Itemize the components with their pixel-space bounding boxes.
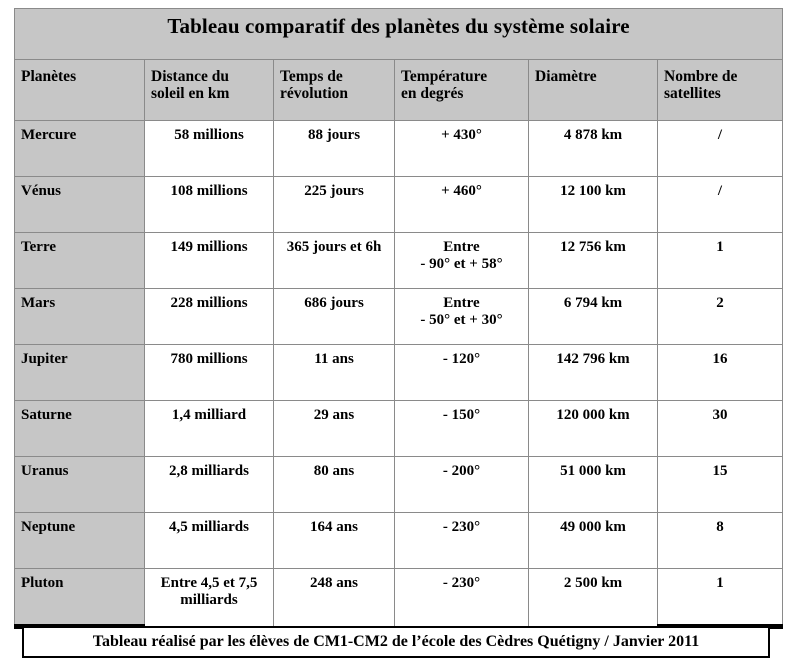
- diameter-cell: 4 878 km: [529, 121, 658, 177]
- column-header-row: [15, 60, 783, 121]
- distance-cell: 4,5 milliards: [145, 513, 274, 569]
- column-header-line1: Nombre de: [664, 68, 738, 85]
- diameter-cell: 120 000 km: [529, 401, 658, 457]
- distance-cell: 2,8 milliards: [145, 457, 274, 513]
- column-header-diametre: [529, 60, 658, 121]
- revolution-cell: 80 ans: [274, 457, 395, 513]
- table-title-row: [15, 9, 783, 60]
- distance-line2: milliards: [180, 591, 238, 608]
- temperature-line1: - 120°: [442, 351, 481, 367]
- temperature-line2: - 90° et + 58°: [420, 255, 503, 272]
- revolution-cell: 11 ans: [274, 345, 395, 401]
- temperature-line2: - 50° et + 30°: [420, 311, 503, 328]
- column-header-temperature: [395, 60, 529, 121]
- diameter-cell: 6 794 km: [529, 289, 658, 345]
- column-header-distance: [145, 60, 274, 121]
- temperature-cell: [395, 569, 529, 627]
- distance-cell: 1,4 milliard: [145, 401, 274, 457]
- diameter-cell: 51 000 km: [529, 457, 658, 513]
- satellites-cell: 1: [658, 569, 783, 627]
- column-header-line2: soleil en km: [151, 85, 230, 103]
- distance-cell: [145, 569, 274, 627]
- distance-cell: 108 millions: [145, 177, 274, 233]
- satellites-cell: 30: [658, 401, 783, 457]
- table-row: [15, 569, 783, 627]
- planet-name-cell: Uranus: [15, 457, 145, 513]
- diameter-cell: 12 100 km: [529, 177, 658, 233]
- footer-caption: Tableau réalisé par les élèves de CM1-CM2 de l’école des Cèdres Quétigny / Janvier 2011: [92, 633, 700, 650]
- temperature-cell: [395, 401, 529, 457]
- table-title-cell: [15, 9, 783, 60]
- satellites-cell: 15: [658, 457, 783, 513]
- temperature-line1: Entre: [443, 239, 480, 255]
- temperature-line1: + 460°: [441, 183, 482, 199]
- table-row: [15, 177, 783, 233]
- table-row: [15, 457, 783, 513]
- satellites-cell: /: [658, 121, 783, 177]
- planet-name-cell: Saturne: [15, 401, 145, 457]
- distance-cell: 228 millions: [145, 289, 274, 345]
- comparison-table-container: [14, 8, 782, 629]
- table-row: [15, 345, 783, 401]
- diameter-cell: 2 500 km: [529, 569, 658, 627]
- temperature-line1: - 230°: [442, 575, 481, 591]
- table-row: [15, 121, 783, 177]
- satellites-cell: 8: [658, 513, 783, 569]
- satellites-cell: 1: [658, 233, 783, 289]
- temperature-line1: - 200°: [442, 463, 481, 479]
- column-header-line1: Distance du: [151, 68, 229, 85]
- planet-name-cell: Terre: [15, 233, 145, 289]
- revolution-cell: 88 jours: [274, 121, 395, 177]
- revolution-cell: 248 ans: [274, 569, 395, 627]
- temperature-cell: [395, 121, 529, 177]
- revolution-cell: 686 jours: [274, 289, 395, 345]
- revolution-cell: 365 jours et 6h: [274, 233, 395, 289]
- table-row: [15, 289, 783, 345]
- planet-name-cell: Mercure: [15, 121, 145, 177]
- column-header-satellites: [658, 60, 783, 121]
- page-title: Tableau comparatif des planètes du système solaire: [167, 14, 630, 38]
- planet-name-cell: Mars: [15, 289, 145, 345]
- table-row: [15, 233, 783, 289]
- revolution-cell: 164 ans: [274, 513, 395, 569]
- temperature-cell: [395, 345, 529, 401]
- diameter-cell: 142 796 km: [529, 345, 658, 401]
- temperature-line1: - 230°: [442, 519, 481, 535]
- distance-cell: 780 millions: [145, 345, 274, 401]
- diameter-cell: 12 756 km: [529, 233, 658, 289]
- temperature-line1: Entre: [443, 295, 480, 311]
- distance-line1: Entre 4,5 et 7,5: [160, 575, 258, 591]
- revolution-cell: 225 jours: [274, 177, 395, 233]
- planet-name-cell: Neptune: [15, 513, 145, 569]
- column-header-line1: Diamètre: [535, 68, 597, 85]
- satellites-cell: 2: [658, 289, 783, 345]
- distance-cell: 58 millions: [145, 121, 274, 177]
- column-header-revolution: [274, 60, 395, 121]
- revolution-cell: 29 ans: [274, 401, 395, 457]
- temperature-cell: [395, 177, 529, 233]
- distance-cell: 149 millions: [145, 233, 274, 289]
- table-row: [15, 401, 783, 457]
- column-header-line1: Planètes: [21, 68, 77, 85]
- table-row: [15, 513, 783, 569]
- footer-caption-box: [22, 626, 770, 658]
- column-header-line2: en degrés: [401, 85, 464, 103]
- planet-name-cell: Pluton: [15, 569, 145, 627]
- column-header-line1: Température: [401, 68, 488, 85]
- satellites-cell: /: [658, 177, 783, 233]
- temperature-cell: [395, 457, 529, 513]
- temperature-cell: [395, 513, 529, 569]
- temperature-cell: [395, 233, 529, 289]
- column-header-line2: révolution: [280, 85, 349, 103]
- column-header-line1: Temps de: [280, 68, 343, 85]
- planet-name-cell: Vénus: [15, 177, 145, 233]
- planets-comparison-table: [14, 8, 783, 629]
- planet-name-cell: Jupiter: [15, 345, 145, 401]
- satellites-cell: 16: [658, 345, 783, 401]
- temperature-line1: + 430°: [441, 127, 482, 143]
- temperature-line1: - 150°: [442, 407, 481, 423]
- diameter-cell: 49 000 km: [529, 513, 658, 569]
- temperature-cell: [395, 289, 529, 345]
- column-header-line2: satellites: [664, 85, 721, 103]
- column-header-planetes: [15, 60, 145, 121]
